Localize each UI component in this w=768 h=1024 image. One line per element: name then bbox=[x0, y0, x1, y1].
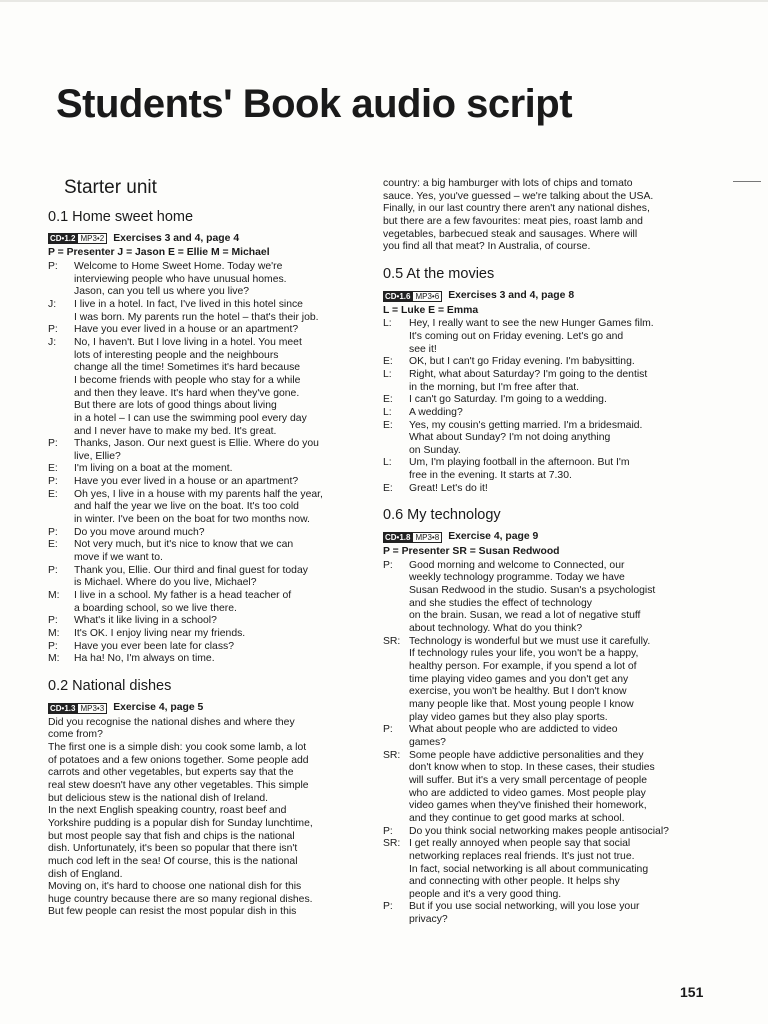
text-line: Some people have addictive personalities and they bbox=[409, 749, 644, 761]
dialogue-text bbox=[409, 826, 698, 839]
exercise-header-0-5 bbox=[383, 290, 698, 303]
dialogue-line bbox=[383, 750, 698, 826]
dialogue-line bbox=[48, 615, 360, 628]
section-title-0-6: 0.6 My technology bbox=[383, 507, 501, 524]
text-line: Do you think social networking makes people antisocial? bbox=[409, 825, 669, 837]
speaker-label: P: bbox=[48, 324, 58, 336]
speaker-label: E: bbox=[48, 539, 58, 551]
speaker-label: P: bbox=[48, 526, 58, 538]
dialogue-text bbox=[409, 750, 698, 826]
speaker-label: P: bbox=[48, 640, 58, 652]
prose-line: huge country because there are so many regional dishes. bbox=[48, 893, 313, 905]
speaker-label: P: bbox=[383, 724, 393, 736]
text-line: change all the time! Sometimes it's hard because bbox=[74, 362, 301, 374]
text-line: No, I haven't. But I love living in a hotel. You meet bbox=[74, 336, 302, 348]
dialogue-line bbox=[48, 299, 360, 324]
dialogue-text bbox=[74, 299, 360, 324]
dialogue-text bbox=[74, 628, 360, 641]
text-line: What's it like living in a school? bbox=[74, 615, 217, 627]
dialogue-line bbox=[383, 407, 698, 420]
speaker-label: SR: bbox=[383, 635, 401, 647]
prose-line: dish. Unfortunately, it's been so popular that there isn't bbox=[48, 843, 298, 855]
prose-line: Finally, in our last country there aren't any national dishes, bbox=[383, 203, 650, 215]
speaker-label: P: bbox=[383, 559, 393, 571]
speaker-label: P: bbox=[48, 564, 58, 576]
prose-line: Yorkshire pudding is a popular dish for Sunday lunchtime, bbox=[48, 817, 313, 829]
text-line: interviewing people who have unusual homes. bbox=[74, 273, 287, 285]
text-line: I become friends with people who stay for a while bbox=[74, 374, 301, 386]
speaker-legend: P = Presenter J = Jason E = Ellie M = Michael bbox=[48, 247, 270, 259]
exercise-header-0-6 bbox=[383, 531, 698, 544]
text-line: networking replaces real friends. It's just not true. bbox=[409, 850, 635, 862]
mp3-track-tag: MP3•6 bbox=[412, 291, 442, 302]
speaker-label: L: bbox=[383, 457, 392, 469]
exercise-header-0-2 bbox=[48, 702, 360, 715]
dialogue-line bbox=[383, 724, 698, 749]
text-line: healthy person. For example, if you spend a lot of bbox=[409, 661, 637, 672]
text-line: who are addicted to video games. Most people play bbox=[409, 787, 646, 799]
dialogue-text bbox=[409, 724, 698, 749]
dialogue-line bbox=[383, 901, 698, 926]
dialogue-line bbox=[383, 420, 698, 458]
text-line: If technology rules your life, you won't be a happy, bbox=[409, 648, 639, 660]
speaker-label: M: bbox=[48, 590, 60, 602]
text-line: in the morning, but I'm free after that. bbox=[409, 381, 580, 393]
text-line: live, Ellie? bbox=[74, 450, 121, 462]
speaker-label: E: bbox=[383, 419, 393, 431]
text-line: games? bbox=[409, 736, 446, 748]
prose-line: but most people say that fish and chips is the national bbox=[48, 830, 295, 842]
prose-line: In the next English speaking country, roast beef and bbox=[48, 805, 287, 817]
text-line: on the brain. Susan, we read a lot of negative stuff bbox=[409, 610, 641, 622]
exercise-label: Exercise 4, page 9 bbox=[448, 531, 539, 543]
speaker-label: E: bbox=[383, 356, 393, 368]
text-line: A wedding? bbox=[409, 406, 463, 418]
dialogue-text bbox=[409, 838, 698, 901]
dialogue-text bbox=[74, 489, 360, 527]
prose-line: vegetables, barbecued steak and sausages. Where will bbox=[383, 228, 638, 240]
text-line: many people like that. Most young people I know bbox=[409, 698, 634, 710]
dialogue-line bbox=[48, 590, 360, 615]
text-line: Yes, my cousin's getting married. I'm a bridesmaid. bbox=[409, 419, 643, 431]
text-line: on Sunday. bbox=[409, 444, 461, 456]
text-line: It's coming out on Friday evening. Let's go and bbox=[409, 330, 624, 342]
mp3-track-tag: MP3•2 bbox=[77, 233, 107, 244]
cd-track-tag: CD•1.8 bbox=[385, 533, 411, 543]
dialogue-text bbox=[409, 457, 698, 482]
dialogue-text bbox=[409, 394, 698, 407]
prose-line: carrots and other vegetables, but experts say that the bbox=[48, 767, 294, 779]
text-line: I'm living on a boat at the moment. bbox=[74, 463, 233, 475]
text-line: time playing video games and you don't get any bbox=[409, 673, 629, 685]
text-line: and they continue to get good marks at school. bbox=[409, 812, 625, 824]
dialogue-text bbox=[409, 636, 698, 725]
text-line: privacy? bbox=[409, 914, 448, 926]
dialogue-line bbox=[48, 565, 360, 590]
mp3-track-tag: MP3•3 bbox=[77, 703, 107, 714]
text-line: Jason, can you tell us where you live? bbox=[74, 286, 250, 298]
speaker-label: J: bbox=[48, 298, 57, 310]
text-line: lots of interesting people and the neighbours bbox=[74, 349, 279, 361]
text-line: in a hotel – I can use the swimming pool every day bbox=[74, 412, 307, 424]
section-title-0-2: 0.2 National dishes bbox=[48, 677, 172, 694]
text-line: Susan Redwood in the studio. Susan's a psychologist bbox=[409, 585, 656, 597]
dialogue-0-6 bbox=[383, 560, 698, 927]
text-line: weekly technology programme. Today we have bbox=[409, 572, 625, 584]
prose-line: you find all that meat? In Australia, of course. bbox=[383, 241, 591, 253]
text-line: Have you ever lived in a house or an apartment? bbox=[74, 476, 299, 488]
text-line: Hey, I really want to see the new Hunger Games film. bbox=[409, 318, 654, 330]
text-line: Not very much, but it's nice to know that we can bbox=[74, 539, 294, 551]
dialogue-line bbox=[383, 369, 698, 394]
prose-line: country: a big hamburger with lots of chips and tomato bbox=[383, 178, 633, 189]
speaker-label: E: bbox=[383, 482, 393, 494]
speaker-label: E: bbox=[383, 394, 393, 406]
prose-line: much cod left in the sea! Of course, this is the national bbox=[48, 855, 298, 867]
exercise-label: Exercises 3 and 4, page 4 bbox=[113, 232, 240, 244]
text-line: is Michael. Where do you live, Michael? bbox=[74, 577, 257, 589]
dialogue-text bbox=[74, 590, 360, 615]
text-line: a boarding school, so we live there. bbox=[74, 602, 237, 614]
dialogue-line bbox=[48, 463, 360, 476]
speaker-label: L: bbox=[383, 318, 392, 330]
dialogue-text bbox=[409, 901, 698, 926]
text-line: What about Sunday? I'm not doing anything bbox=[409, 432, 611, 444]
prose-line: But few people can resist the most popular dish in this bbox=[48, 906, 297, 918]
text-line: play video games but they also play sports. bbox=[409, 711, 608, 723]
text-line: exercise, you won't be healthy. But I don't know bbox=[409, 686, 627, 698]
exercise-label: Exercises 3 and 4, page 8 bbox=[448, 289, 575, 301]
cd-track-tag: CD•1.2 bbox=[50, 234, 76, 244]
dialogue-text bbox=[74, 527, 360, 540]
text-line: But there are lots of good things about living bbox=[74, 400, 277, 412]
right-column bbox=[383, 178, 698, 927]
dialogue-text bbox=[74, 476, 360, 489]
speaker-label: L: bbox=[383, 368, 392, 380]
text-line: Right, what about Saturday? I'm going to the dentist bbox=[409, 368, 648, 380]
prose-line: dish of England. bbox=[48, 868, 123, 880]
text-line: I can't go Saturday. I'm going to a wedding. bbox=[409, 394, 607, 406]
speaker-label: E: bbox=[48, 488, 58, 500]
section-title-0-1: 0.1 Home sweet home bbox=[48, 208, 194, 225]
text-line: and then they leave. It's hard when they've gone. bbox=[74, 387, 300, 399]
section-title-0-5: 0.5 At the movies bbox=[383, 265, 495, 282]
text-line: will suffer. But it's a very small percentage of people bbox=[409, 774, 648, 786]
text-line: don't know when to stop. In these cases, their studies bbox=[409, 762, 655, 774]
text-line: move if we want to. bbox=[74, 552, 163, 564]
speaker-legend: L = Luke E = Emma bbox=[383, 304, 479, 316]
prose-line: Moving on, it's hard to choose one national dish for this bbox=[48, 881, 302, 893]
prose-line: sauce. Yes, you've guessed – we're talking about the USA. bbox=[383, 190, 654, 202]
prose-line: Did you recognise the national dishes and where they bbox=[48, 716, 295, 728]
text-line: Um, I'm playing football in the afternoon. But I'm bbox=[409, 457, 630, 469]
prose-line: real stew doesn't have any other vegetables. This simple bbox=[48, 779, 309, 791]
prose-0-2-continued bbox=[383, 178, 698, 254]
text-line: I get really annoyed when people say that social bbox=[409, 838, 631, 850]
dialogue-0-1 bbox=[48, 261, 360, 666]
cd-track-tag: CD•1.3 bbox=[50, 703, 76, 713]
text-line: Technology is wonderful but we must use it carefully. bbox=[409, 635, 651, 647]
speaker-label: E: bbox=[48, 463, 58, 475]
dialogue-text bbox=[409, 369, 698, 394]
dialogue-text bbox=[409, 560, 698, 636]
text-line: video games when they've finished their homework, bbox=[409, 800, 647, 812]
text-line: see it! bbox=[409, 343, 437, 355]
dialogue-text bbox=[74, 324, 360, 337]
text-line: In fact, social networking is all about communicating bbox=[409, 863, 649, 875]
dialogue-text bbox=[74, 641, 360, 654]
speaker-label: SR: bbox=[383, 838, 401, 850]
text-line: Thank you, Ellie. Our third and final guest for today bbox=[74, 564, 308, 576]
exercise-header-0-1 bbox=[48, 233, 360, 246]
dialogue-text bbox=[74, 438, 360, 463]
text-line: Thanks, Jason. Our next guest is Ellie. Where do you bbox=[74, 438, 319, 450]
exercise-label: Exercise 4, page 5 bbox=[113, 701, 204, 713]
text-line: Welcome to Home Sweet Home. Today we're bbox=[74, 260, 283, 272]
dialogue-line bbox=[48, 324, 360, 337]
speaker-legend: P = Presenter SR = Susan Redwood bbox=[383, 546, 560, 558]
dialogue-line bbox=[383, 636, 698, 725]
speaker-label: SR: bbox=[383, 749, 401, 761]
text-line: in winter. I've been on the boat for two months now. bbox=[74, 514, 310, 526]
speaker-label: P: bbox=[48, 476, 58, 488]
text-line: OK, but I can't go Friday evening. I'm babysitting. bbox=[409, 356, 635, 368]
dialogue-text bbox=[74, 539, 360, 564]
speaker-label: P: bbox=[48, 438, 58, 450]
dialogue-line bbox=[48, 628, 360, 641]
text-line: Have you ever lived in a house or an apartment? bbox=[74, 324, 299, 336]
page-title: Students' Book audio script bbox=[56, 82, 573, 126]
dialogue-text bbox=[409, 407, 698, 420]
dialogue-line bbox=[383, 356, 698, 369]
dialogue-line bbox=[48, 641, 360, 654]
text-line: Good morning and welcome to Connected, our bbox=[409, 559, 625, 571]
text-line: people and it's a very good thing. bbox=[409, 888, 562, 900]
dialogue-line bbox=[48, 337, 360, 438]
text-line: I live in a hotel. In fact, I've lived in this hotel since bbox=[74, 298, 303, 310]
dialogue-line bbox=[383, 483, 698, 496]
dialogue-line bbox=[383, 457, 698, 482]
dialogue-text bbox=[409, 483, 698, 496]
prose-line: but delicious stew is the national dish of Ireland. bbox=[48, 792, 269, 804]
dialogue-text bbox=[74, 565, 360, 590]
text-line: Ha ha! No, I'm always on time. bbox=[74, 653, 215, 665]
text-line: about technology. What do you think? bbox=[409, 623, 583, 635]
dialogue-line bbox=[48, 539, 360, 564]
text-line: I was born. My parents run the hotel – that's their job. bbox=[74, 311, 319, 323]
mp3-track-tag: MP3•8 bbox=[412, 532, 442, 543]
dialogue-text bbox=[74, 615, 360, 628]
speaker-label: M: bbox=[48, 653, 60, 665]
prose-0-2 bbox=[48, 717, 360, 920]
text-line: Oh yes, I live in a house with my parents half the year, bbox=[74, 488, 323, 500]
cd-track-tag: CD•1.6 bbox=[385, 291, 411, 301]
dialogue-0-5 bbox=[383, 318, 698, 495]
dialogue-text bbox=[74, 653, 360, 666]
text-line: It's OK. I enjoy living near my friends. bbox=[74, 628, 246, 639]
speaker-label: P: bbox=[383, 825, 393, 837]
speaker-label: P: bbox=[383, 901, 393, 913]
speaker-label: J: bbox=[48, 336, 57, 348]
text-line: and half the year we live on the boat. It's too cold bbox=[74, 501, 299, 513]
prose-line: The first one is a simple dish: you cook some lamb, a lot bbox=[48, 741, 307, 753]
dialogue-text bbox=[74, 463, 360, 476]
text-line: and connecting with other people. It helps shy bbox=[409, 876, 620, 888]
text-line: and she studies the effect of technology bbox=[409, 597, 592, 609]
dialogue-line bbox=[383, 826, 698, 839]
page-number: 151 bbox=[680, 984, 704, 1000]
text-line: Great! Let's do it! bbox=[409, 482, 488, 494]
dialogue-line bbox=[48, 489, 360, 527]
text-line: free in the evening. It starts at 7.30. bbox=[409, 470, 572, 482]
text-line: But if you use social networking, will you lose your bbox=[409, 901, 640, 913]
text-line: and I never have to make my bed. It's great. bbox=[74, 425, 277, 437]
dialogue-text bbox=[409, 356, 698, 369]
dialogue-text bbox=[409, 318, 698, 356]
prose-line: but there are a few favourites: meat pies, roast lamb and bbox=[383, 215, 643, 227]
prose-line: of potatoes and a few onions together. Some people add bbox=[48, 754, 309, 766]
dialogue-line bbox=[383, 318, 698, 356]
text-line: Have you ever been late for class? bbox=[74, 640, 234, 652]
dialogue-text bbox=[74, 337, 360, 438]
left-column bbox=[48, 178, 360, 919]
dialogue-line bbox=[383, 394, 698, 407]
text-line: I live in a school. My father is a head teacher of bbox=[74, 590, 292, 602]
dialogue-line bbox=[383, 838, 698, 901]
page-top-edge bbox=[0, 0, 768, 2]
speaker-label: L: bbox=[383, 406, 392, 418]
speaker-label: M: bbox=[48, 628, 60, 639]
text-line: What about people who are addicted to video bbox=[409, 724, 618, 736]
speaker-label: P: bbox=[48, 260, 58, 272]
margin-dash bbox=[733, 181, 761, 182]
dialogue-line bbox=[48, 438, 360, 463]
dialogue-line bbox=[48, 653, 360, 666]
dialogue-line bbox=[48, 261, 360, 299]
dialogue-text bbox=[409, 420, 698, 458]
dialogue-line bbox=[48, 476, 360, 489]
unit-title: Starter unit bbox=[64, 177, 157, 198]
speaker-label: P: bbox=[48, 615, 58, 627]
prose-line: come from? bbox=[48, 729, 103, 741]
dialogue-line bbox=[383, 560, 698, 636]
dialogue-line bbox=[48, 527, 360, 540]
dialogue-text bbox=[74, 261, 360, 299]
text-line: Do you move around much? bbox=[74, 526, 205, 538]
